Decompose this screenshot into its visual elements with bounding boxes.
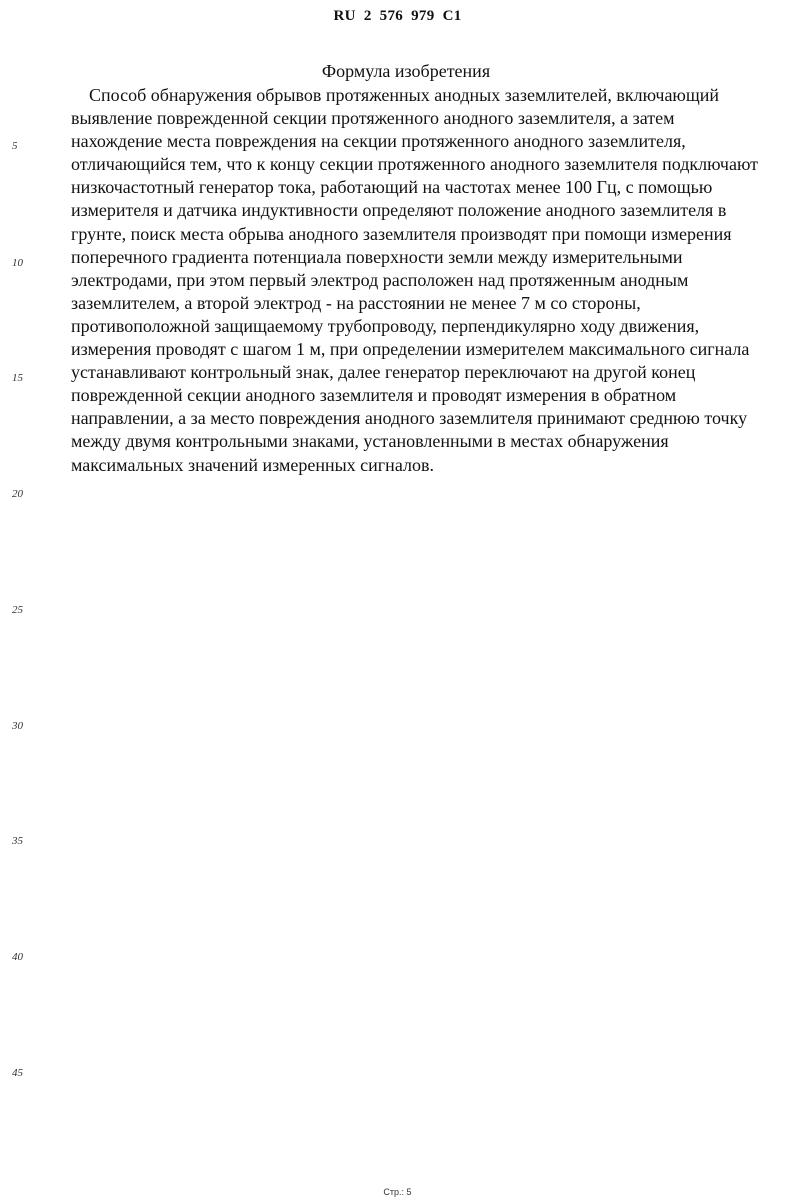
- claim-line: устанавливают контрольный знак, далее генератор переключают на другой конец: [71, 362, 696, 383]
- line-number: 5: [12, 140, 18, 152]
- claim-line: между двумя контрольными знаками, установленными в местах обнаружения: [71, 431, 669, 452]
- claims-title: Формула изобретения: [321, 61, 491, 81]
- line-number: 10: [12, 257, 23, 269]
- line-number: 25: [12, 604, 23, 616]
- claim-line: электродами, при этом первый электрод расположен над протяженным анодным: [71, 269, 689, 290]
- claim-line: противоположной защищаемому трубопроводу, перпендикулярно ходу движения,: [71, 315, 700, 336]
- claim-line: низкочастотный генератор тока, работающий на частотах менее 100 Гц, с помощью: [71, 177, 713, 198]
- claim-line: измерения проводят с шагом 1 м, при определении измерителем максимального сигнала: [71, 339, 750, 360]
- line-number: 45: [12, 1067, 23, 1079]
- claim-text: [71, 84, 771, 477]
- claim-line: максимальных значений измеренных сигналов.: [71, 454, 434, 475]
- claim-line: поперечного градиента потенциала поверхности земли между измерительными: [71, 246, 683, 267]
- claim-line: поврежденной секции анодного заземлителя и проводят измерения в обратном: [71, 385, 677, 406]
- claim-line: отличающийся тем, что к концу секции протяженного анодного заземлителя подключают: [71, 154, 759, 175]
- claim-line: направлении, а за место повреждения анодного заземлителя принимают среднюю точку: [71, 408, 748, 429]
- line-number: 40: [12, 951, 23, 963]
- claim-line: нахождение места повреждения на секции протяженного анодного заземлителя,: [71, 131, 686, 152]
- claim-line: грунте, поиск места обрыва анодного заземлителя производят при помощи измерения: [71, 223, 732, 244]
- claim-line: измерителя и датчика индуктивности определяют положение анодного заземлителя в: [71, 200, 727, 221]
- line-number: 20: [12, 488, 23, 500]
- claim-line: Способ обнаружения обрывов протяженных анодных заземлителей, включающий: [71, 85, 720, 105]
- claim-line: выявление поврежденной секции протяженного анодного заземлителя, а затем: [71, 108, 675, 129]
- line-number: 30: [12, 720, 23, 732]
- line-number: 35: [12, 835, 23, 847]
- line-number: 15: [12, 372, 23, 384]
- patent-number-header: RU 2 576 979 C1: [333, 8, 462, 24]
- page-number-footer: Стр.: 5: [383, 1187, 412, 1197]
- claim-line: заземлителем, а второй электрод - на расстоянии не менее 7 м со стороны,: [71, 292, 641, 313]
